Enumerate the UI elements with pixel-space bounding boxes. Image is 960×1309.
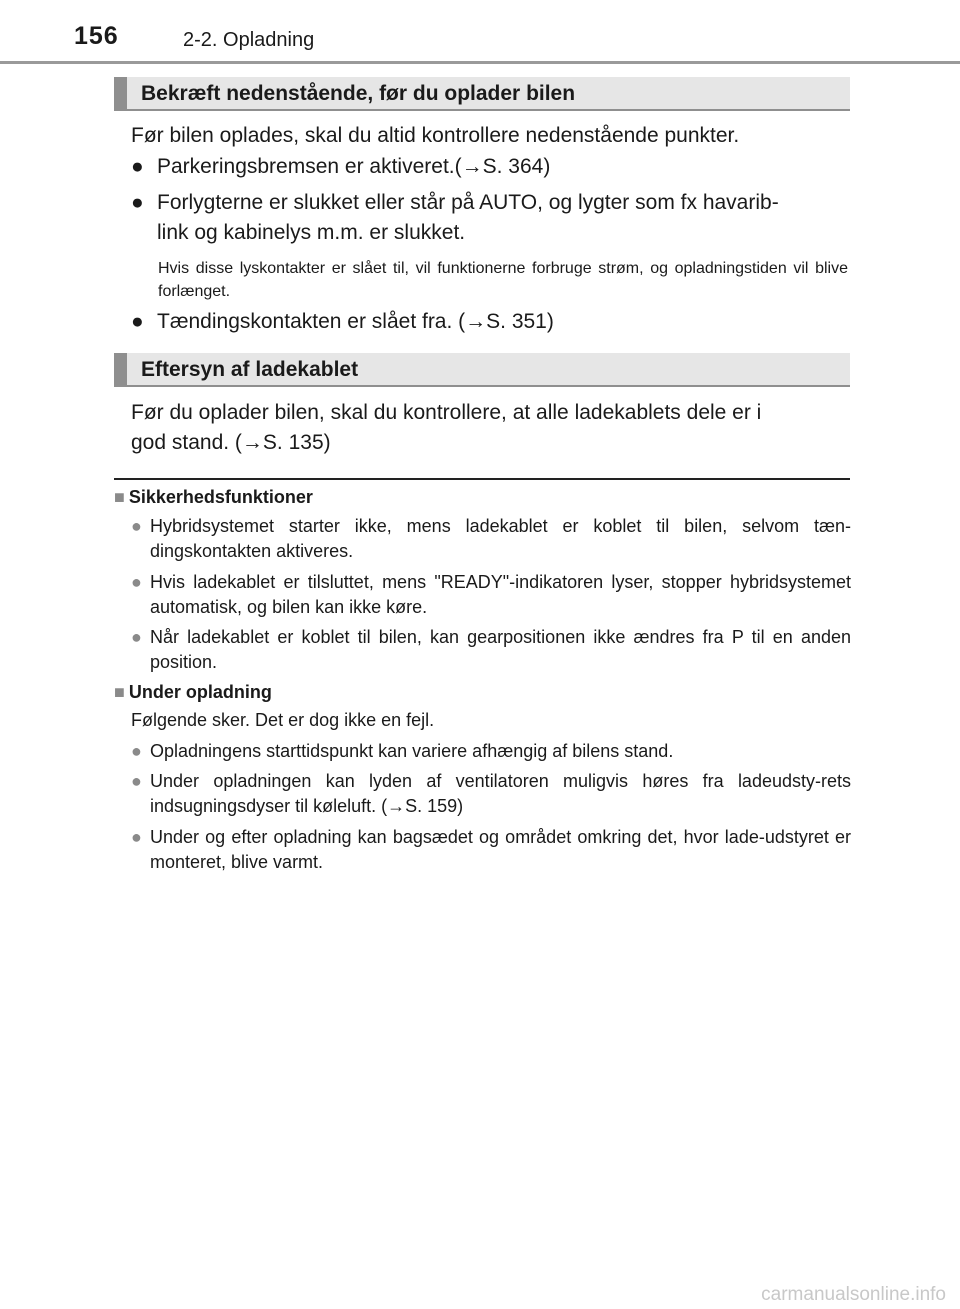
box-heading-confirm [114,77,850,111]
box-heading-inspection [114,353,850,387]
section-title: 2-2. Opladning [183,29,315,51]
bullet-icon: ● [131,516,142,536]
list-item-text: Hvis ladekablet er tilsluttet, mens "READY"-indikatoren lyser, stopper hybridsystemet automatisk, og bilen kan ikke køre. [150,572,851,617]
checklist-text: Forlygterne er slukket eller står på AUTO, og lygter som fx havarib- [157,191,779,214]
header-rule [0,61,960,64]
checklist-text: link og kabinelys m.m. er slukket. [157,221,466,244]
bullet-icon: ● [131,771,142,791]
inspection-text: god stand. (→S. 135) [131,431,331,454]
list-item-text: Når ladekablet er koblet til bilen, kan gearpositionen ikke ændres fra P til en anden position. [150,627,851,672]
section-divider [114,478,850,480]
checklist-text: Tændingskontakten er slået fra. (→S. 351) [157,310,554,333]
bullet-icon: ● [131,191,144,214]
list-item-text: Under opladningen kan lyden af ventilatoren muligvis høres fra ladeudsty-rets indsugningsdyser til køleluft. (→S. 159) [150,771,851,816]
bullet-icon: ● [131,310,144,333]
bullet-icon: ● [131,741,142,761]
list-item-text: Hybridsystemet starter ikke, mens ladekablet er koblet til bilen, selvom tæn-dingskontakten aktiveres. [150,516,851,561]
square-bullet-icon: ■ [114,487,125,507]
bullet-icon: ● [131,155,144,178]
list-item-text: Under og efter opladning kan bagsædet og området omkring det, hvor lade-udstyret er monteret, blive varmt. [150,827,851,872]
subheading-text: Sikkerhedsfunktioner [128,487,313,507]
note-text: Hvis disse lyskontakter er slået til, vil funktionerne forbruge strøm, og opladningstiden vil blive forlænget. [158,260,848,300]
box-heading-title: Eftersyn af ladekablet [141,358,359,381]
subheading-safety [114,487,313,508]
page-header [0,0,960,70]
box-heading-title: Bekræft nedenstående, før du oplader bilen [141,82,576,105]
subheading-charging [114,682,272,703]
watermark: carmanualsonline.info [761,1284,946,1305]
subheading-text: Under opladning [128,682,272,702]
checklist-text: Parkeringsbremsen er aktiveret.(→S. 364) [157,155,551,178]
inspection-text: Før du oplader bilen, skal du kontrollere, at alle ladekablets dele er i [131,401,762,424]
bullet-icon: ● [131,827,142,847]
bullet-icon: ● [131,572,142,592]
intro-text: Før bilen oplades, skal du altid kontrollere nedenstående punkter. [131,124,740,147]
list-item-text: Opladningens starttidspunkt kan variere afhængig af bilens stand. [150,741,674,761]
square-bullet-icon: ■ [114,682,125,702]
charging-intro: Følgende sker. Det er dog ikke en fejl. [131,710,435,730]
page-number: 156 [74,22,119,50]
bullet-icon: ● [131,627,142,647]
